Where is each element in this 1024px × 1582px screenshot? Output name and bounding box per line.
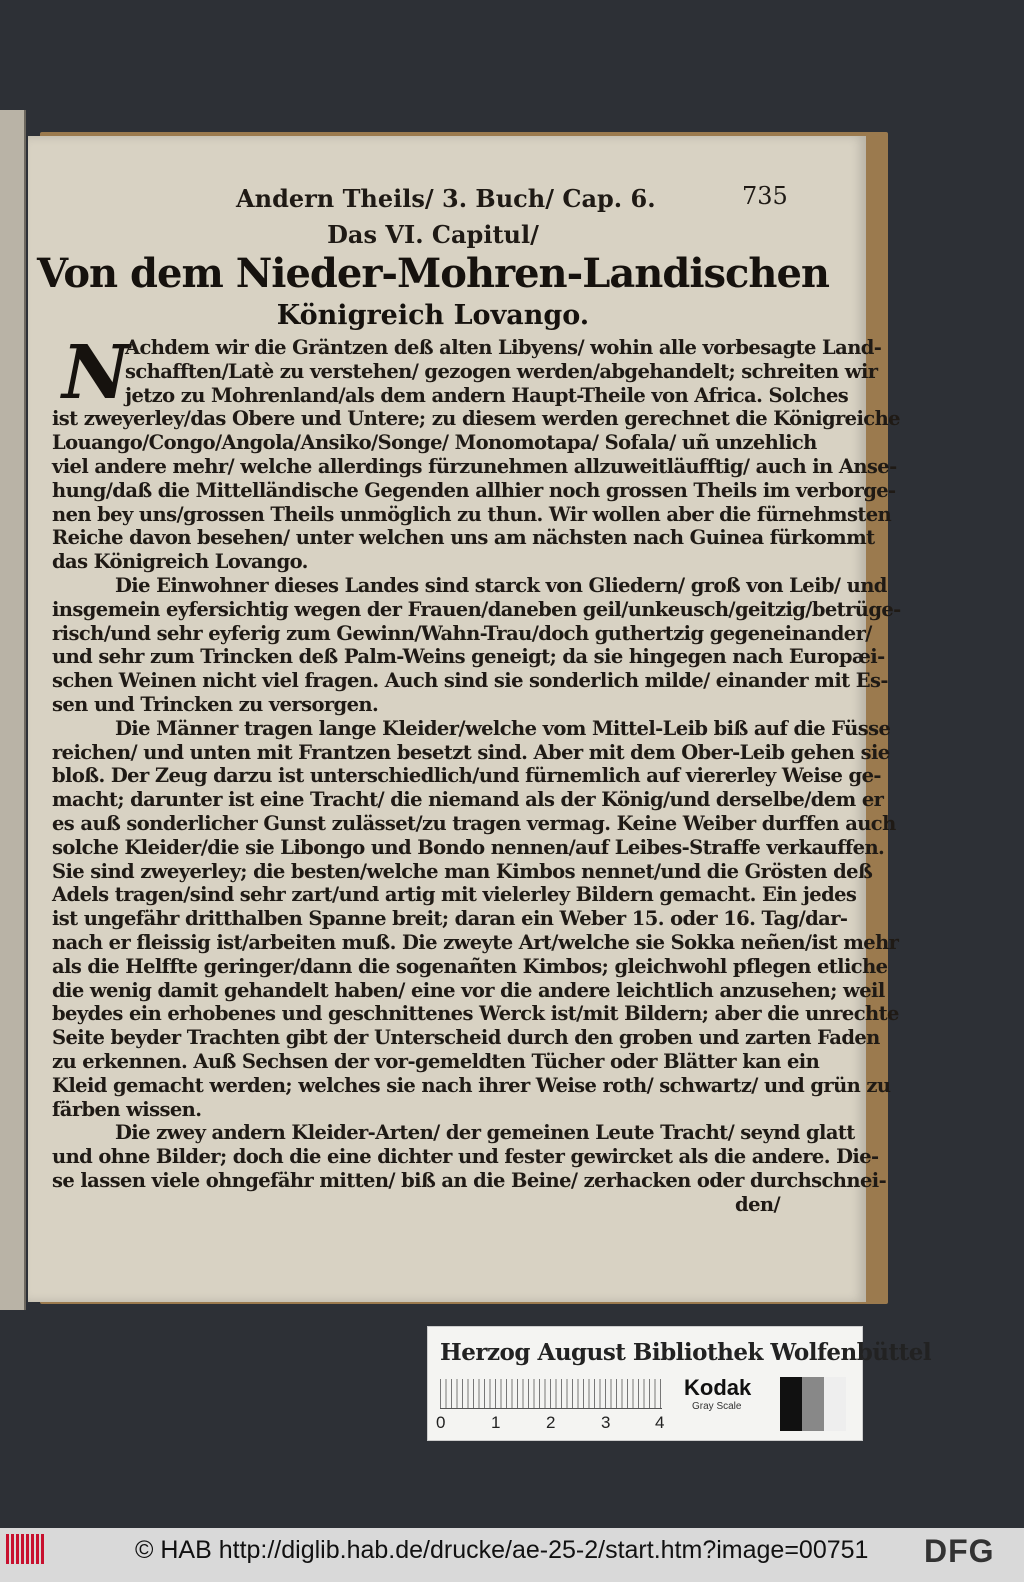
text-line: die wenig damit gehandelt haben/ eine vor die andere leichtlich anzusehen; weil [52,978,885,1002]
chapter-subtitle: Königreich Lovango. [276,300,590,331]
text-line: Adels tragen/sind sehr zart/und artig mit vielerley Bildern gemacht. Ein jedes [52,883,857,907]
text-line: beydes ein erhobenes und geschnittenes Werck ist/mit Bildern; aber die unrechte [52,1002,899,1026]
text-line: und ohne Bilder; doch die eine dichter und fester gewircket als die andere. Die- [52,1145,879,1169]
text-line: es auß sonderlicher Gunst zulässet/zu tragen vermag. Keine Weiber durffen auch [52,812,896,835]
text-line: schen Weinen nicht viel fragen. Auch sind sie sonderlich milde/ einander mit Es- [52,669,888,693]
text-line: bloß. Der Zeug darzu ist unterschiedlich/und fürnemlich auf viererley Weise ge- [52,764,881,788]
text-line: Die Männer tragen lange Kleider/welche vom Mittel-Leib biß auf die Füsse [115,716,891,740]
ruler-label: 4 [655,1413,665,1432]
text-line: Seite beyder Trachten gibt der Unterscheid durch den groben und zarten Faden [52,1026,880,1050]
text-line: Sie sind zweyerley; die besten/welche man Kimbos nennet/und die Grösten deß [52,859,873,883]
text-line: nach er fleissig ist/arbeiten muß. Die zweyte Art/welche sie Sokka neñen/ist mehr [52,931,899,954]
text-line: zu erkennen. Auß Sechsen der vor-gemeldten Tücher oder Blätter kan ein [52,1050,820,1073]
text-line: Louango/Congo/Angola/Ansiko/Songe/ Monomotapa/ Sofala/ uñ unzehlich [52,431,817,455]
ruler-label: 2 [546,1413,556,1432]
text-line: reichen/ und unten mit Frantzen besetzt sind. Aber mit dem Ober-Leib gehen sie [52,740,890,764]
gray-patch-black [780,1377,802,1431]
text-line: das Königreich Lovango. [52,550,308,574]
text-line: ist zweyerley/das Obere und Untere; zu diesem werden gerechnet die Königreiche [52,407,900,431]
text-line: se lassen viele ohngefähr mitten/ biß an die Beine/ zerhacken oder durchschnei- [52,1169,887,1192]
ruler-label: 3 [601,1413,611,1432]
page-number: 735 [742,182,788,210]
gray-patch-mid [802,1377,824,1431]
text-line: Die zwey andern Kleider-Arten/ der gemeinen Leute Tracht/ seynd glatt [115,1121,855,1145]
text-line: als die Helffte geringer/dann die sogenañten Kimbos; gleichwohl pflegen etliche [52,954,888,978]
text-line: hung/daß die Mittelländische Gegenden allhier noch grossen Theils im verborge- [52,478,896,502]
gray-scale-label: Gray Scale [692,1401,742,1412]
footer-bar [0,1528,1024,1582]
hab-logo-icon [6,1534,46,1564]
color-calibration-card [427,1326,932,1441]
dfg-logo: DFG [924,1533,995,1569]
text-line: viel andere mehr/ welche allerdings fürzunehmen allzuweitläufftig/ auch in Anse- [52,455,897,478]
text-line: Achdem wir die Gräntzen deß alten Libyens/ wohin alle vorbesagte Land- [125,336,882,359]
text-line: solche Kleider/die sie Libongo und Bondo nennen/auf Leibes-Straffe verkauffen. [52,835,885,859]
text-line: schafften/Latè zu verstehen/ gezogen werden/abgehandelt; schreiten wir [125,359,878,383]
text-line: nen bey uns/grossen Theils unmöglich zu thun. Wir wollen aber die fürnehmsten [52,502,892,526]
text-line: und sehr zum Trincken deß Palm-Weins geneigt; da sie hingegen nach Europæi- [52,645,885,669]
chapter-heading: Das VI. Capitul/ [327,220,539,249]
kodak-brand: Kodak [684,1375,752,1400]
drop-cap: N [62,330,130,416]
chapter-title: Von dem Nieder-Mohren-Landischen [36,250,830,297]
gray-patch-white [824,1377,846,1431]
text-line: Die Einwohner dieses Landes sind starck von Gliedern/ groß von Leib/ und [115,574,887,597]
ruler-label: 1 [491,1413,501,1432]
card-title: Herzog August Bibliothek Wolfenbüttel [440,1339,932,1366]
ruler-label: 0 [436,1413,446,1432]
text-line: risch/und sehr eyferig zum Gewinn/Wahn-Trau/doch guthertzig gegeneinander/ [52,621,872,645]
text-line: jetzo zu Mohrenland/als dem andern Haupt-Theile von Africa. Solches [125,383,849,407]
text-line: insgemein eyfersichtig wegen der Frauen/daneben geil/unkeusch/geitzig/betrüge- [52,597,901,621]
text-line: sen und Trincken zu versorgen. [52,693,379,716]
text-line: Reiche davon besehen/ unter welchen uns am nächsten nach Guinea fürkommt [52,526,875,550]
source-url[interactable]: © HAB http://diglib.hab.de/drucke/ae-25-2/start.htm?image=00751 [135,1536,869,1564]
text-line: färben wissen. [52,1097,202,1121]
ruler-scale [440,1379,662,1409]
text-line: ist ungefähr dritthalben Spanne breit; daran ein Weber 15. oder 16. Tag/dar- [52,907,848,931]
text-line: Kleid gemacht werden; welches sie nach ihrer Weise roth/ schwartz/ und grün zu [52,1073,891,1097]
running-head: Andern Theils/ 3. Buch/ Cap. 6. [236,184,656,213]
text-line: den/ [735,1192,780,1216]
text-line: macht; darunter ist eine Tracht/ die niemand als der König/und derselbe/dem er [52,788,884,812]
